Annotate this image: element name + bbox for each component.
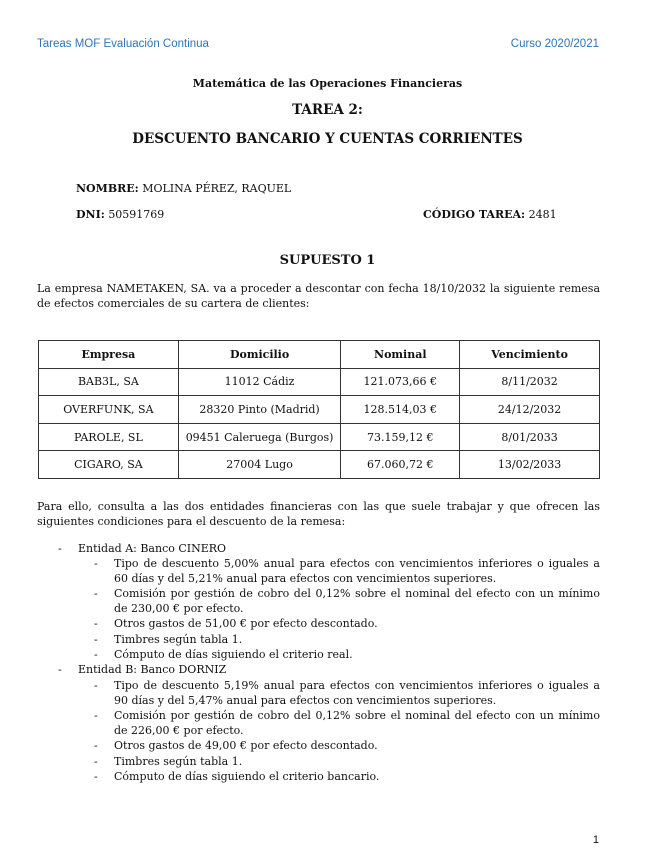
table-row (39, 396, 600, 424)
table-header-row (39, 341, 600, 369)
column-header-empresa: Empresa (39, 341, 179, 369)
condition-text: Otros gastos de 49,00 € por efecto descontado. (114, 739, 378, 752)
condition-text: Timbres según tabla 1. (114, 633, 243, 646)
student-dni-value: 50591769 (108, 208, 165, 221)
student-name-field (76, 182, 291, 195)
bullet-dash: - (94, 617, 98, 630)
table-row (39, 451, 600, 479)
task-code-field (423, 208, 557, 221)
document-title: DESCUENTO BANCARIO Y CUENTAS CORRIENTES (132, 131, 523, 147)
cell-vencimiento: 13/02/2033 (460, 451, 600, 479)
student-name-label: NOMBRE: (76, 182, 139, 195)
task-code-value: 2481 (528, 208, 557, 221)
task-code-label: CÓDIGO TAREA: (423, 208, 526, 221)
table-row (39, 423, 600, 451)
bullet-dash: - (58, 542, 62, 555)
conditions-intro-paragraph: Para ello, consulta a las dos entidades financieras con las que suele trabajar y que ofrecen las siguientes condiciones para el descuento de la remesa: (37, 500, 600, 528)
cell-domicilio: 28320 Pinto (Madrid) (178, 396, 341, 424)
cell-empresa: OVERFUNK, SA (39, 396, 179, 424)
cell-nominal: 121.073,66 € (341, 368, 460, 396)
cell-vencimiento: 24/12/2032 (460, 396, 600, 424)
intro-paragraph: La empresa NAMETAKEN, SA. va a proceder a descontar con fecha 18/10/2032 la siguiente remesa de efectos comerciales de su cartera de clientes: (37, 282, 600, 310)
student-dni-field (76, 208, 164, 221)
cell-empresa: BAB3L, SA (39, 368, 179, 396)
cell-nominal: 67.060,72 € (341, 451, 460, 479)
bullet-dash: - (94, 770, 98, 783)
cell-empresa: PAROLE, SL (39, 423, 179, 451)
condition-text: Tipo de descuento 5,19% anual para efectos con vencimientos inferiores o iguales a 90 días y del 5,47% anual para efectos con vencimientos superiores. (114, 679, 600, 707)
condition-text: Tipo de descuento 5,00% anual para efectos con vencimientos inferiores o iguales a 60 días y del 5,21% anual para efectos con vencimientos superiores. (114, 557, 600, 585)
page-header (37, 38, 599, 54)
bullet-dash: - (94, 557, 98, 570)
cell-vencimiento: 8/11/2032 (460, 368, 600, 396)
bullet-dash: - (94, 679, 98, 692)
column-header-nominal: Nominal (341, 341, 460, 369)
section-heading: SUPUESTO 1 (279, 253, 376, 268)
cell-domicilio: 27004 Lugo (178, 451, 341, 479)
condition-text: Otros gastos de 51,00 € por efecto descontado. (114, 617, 378, 630)
cell-empresa: CIGARO, SA (39, 451, 179, 479)
page-number: 1 (592, 834, 599, 846)
subject-title: Matemática de las Operaciones Financieras (192, 77, 463, 90)
cell-domicilio: 09451 Caleruega (Burgos) (178, 423, 341, 451)
bullet-dash: - (58, 663, 62, 676)
column-header-domicilio: Domicilio (178, 341, 341, 369)
student-dni-label: DNI: (76, 208, 105, 221)
entity-a-label: Entidad A: Banco CINERO (78, 542, 227, 555)
condition-text: Comisión por gestión de cobro del 0,12% sobre el nominal del efecto con un mínimo de 226,00 € por efecto. (114, 709, 600, 737)
cell-vencimiento: 8/01/2033 (460, 423, 600, 451)
bills-table (38, 340, 600, 479)
condition-text: Timbres según tabla 1. (114, 755, 243, 768)
table-row (39, 368, 600, 396)
cell-nominal: 73.159,12 € (341, 423, 460, 451)
cell-domicilio: 11012 Cádiz (178, 368, 341, 396)
cell-nominal: 128.514,03 € (341, 396, 460, 424)
header-course-year: Curso 2020/2021 (510, 38, 599, 50)
condition-text: Cómputo de días siguiendo el criterio bancario. (114, 770, 380, 783)
bullet-dash: - (94, 755, 98, 768)
bullet-dash: - (94, 739, 98, 752)
bullet-dash: - (94, 587, 98, 600)
task-title: TAREA 2: (292, 102, 363, 118)
column-header-vencimiento: Vencimiento (460, 341, 600, 369)
condition-text: Cómputo de días siguiendo el criterio real. (114, 648, 353, 661)
entity-b-label: Entidad B: Banco DORNIZ (78, 663, 227, 676)
student-name-value: MOLINA PÉREZ, RAQUEL (142, 182, 292, 195)
bullet-dash: - (94, 633, 98, 646)
header-course-name: Tareas MOF Evaluación Continua (37, 38, 209, 50)
condition-text: Comisión por gestión de cobro del 0,12% sobre el nominal del efecto con un mínimo de 230,00 € por efecto. (114, 587, 600, 615)
bullet-dash: - (94, 709, 98, 722)
bullet-dash: - (94, 648, 98, 661)
